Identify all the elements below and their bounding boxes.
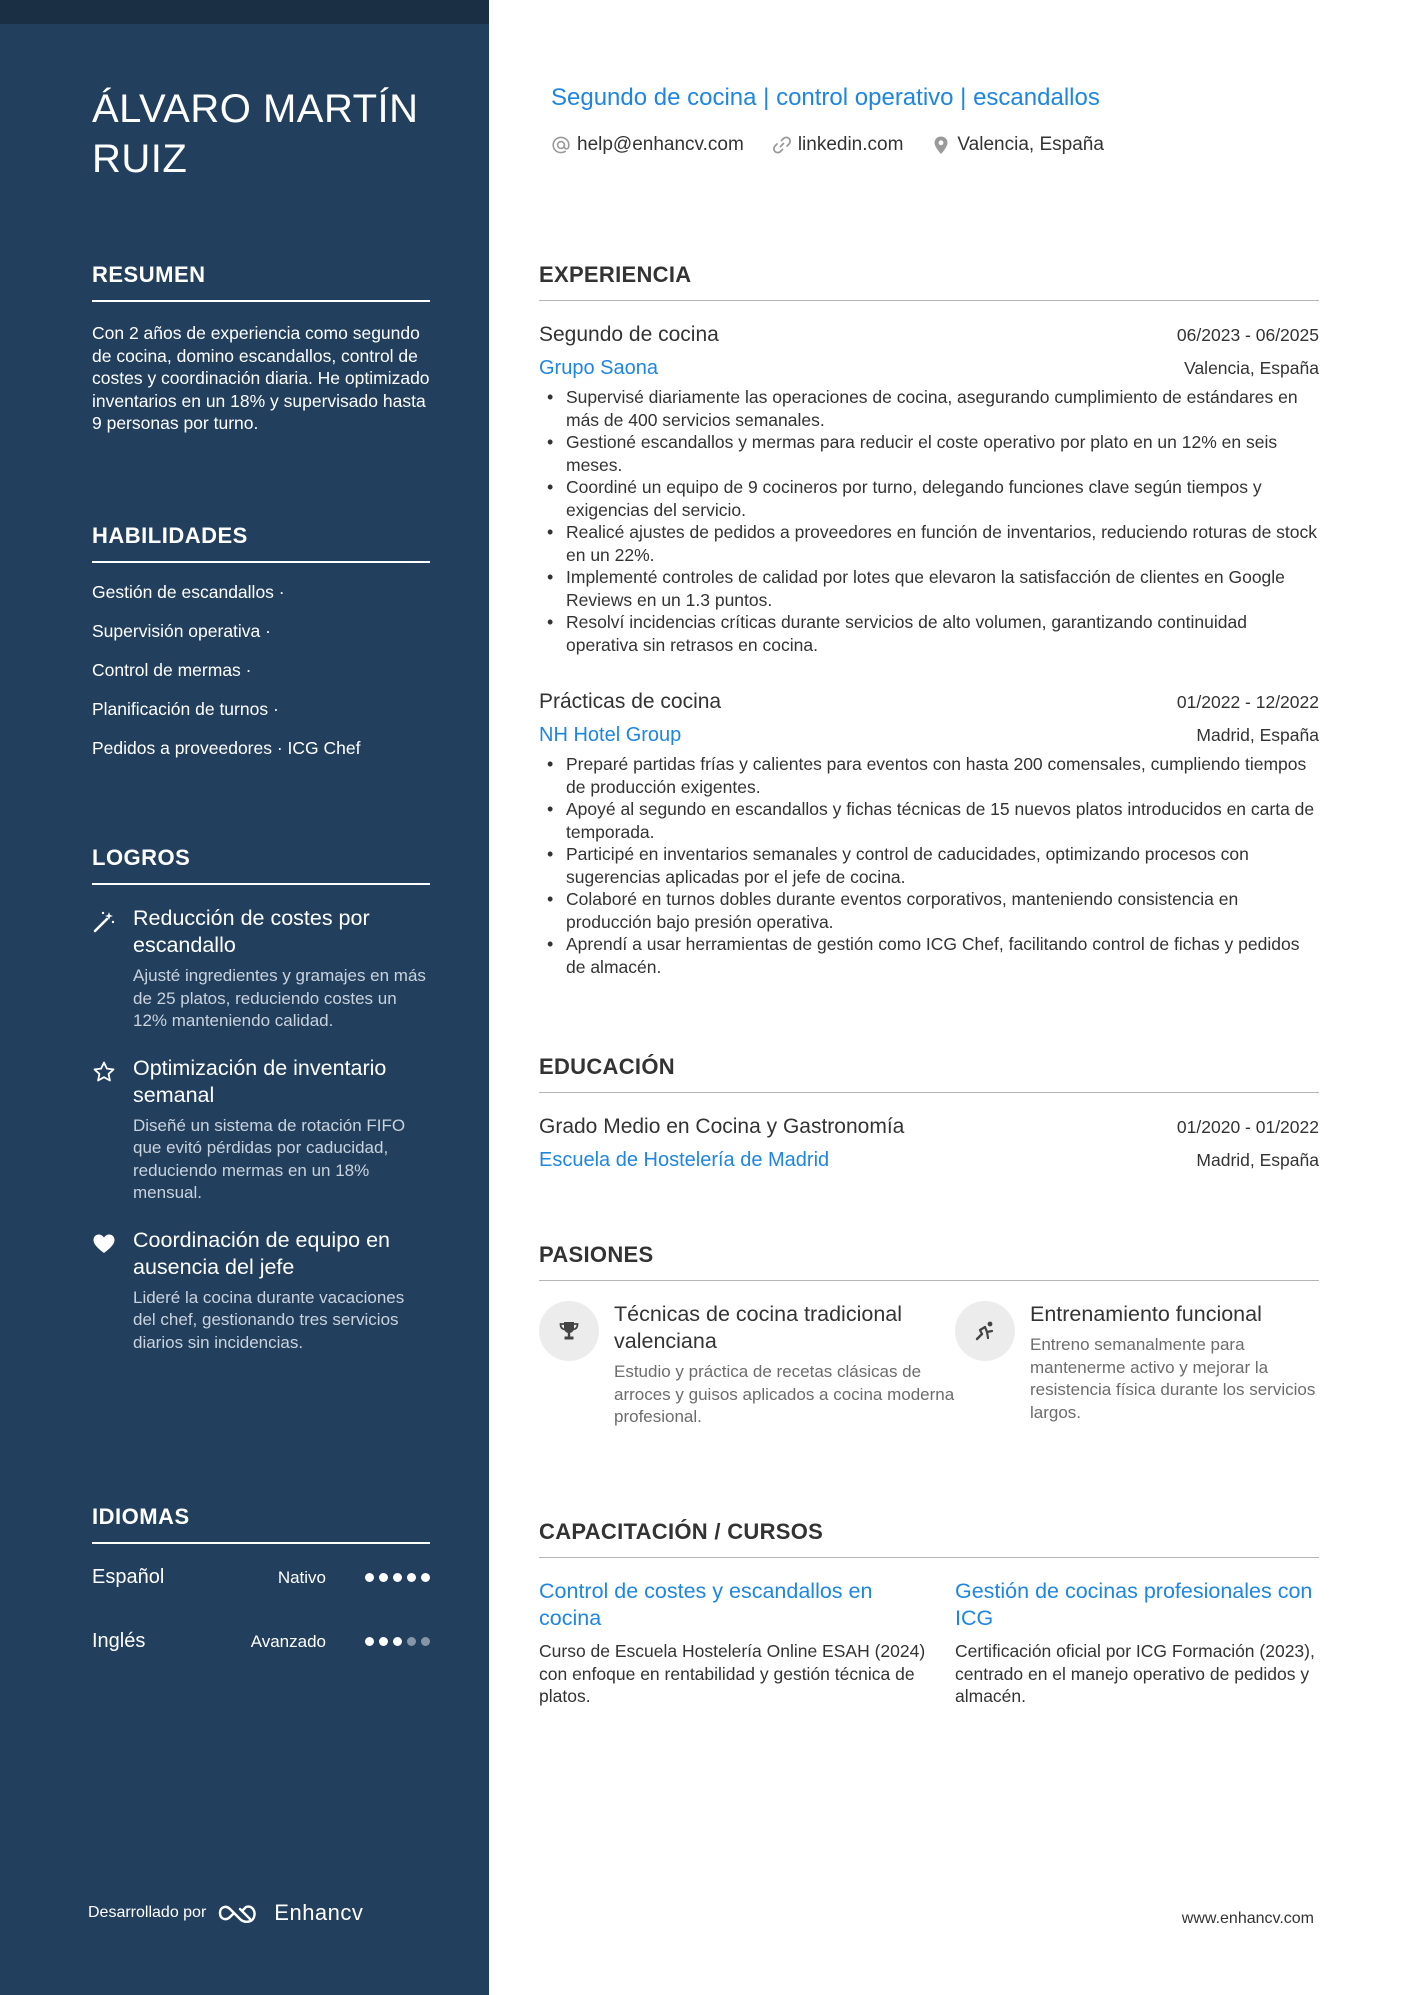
course-description: Curso de Escuela Hostelería Online ESAH (2024) con enfoque en rentabilidad y gestión técnica de platos. <box>539 1641 926 1706</box>
experience-entry <box>539 690 1319 978</box>
contact-linkedin[interactable] <box>772 134 904 156</box>
rating-dot-filled <box>379 1573 388 1582</box>
achievement-item <box>92 905 430 1033</box>
achievement-title: Optimización de inventario semanal <box>133 1055 387 1107</box>
job-dates: 06/2023 - 06/2025 <box>1176 325 1319 345</box>
achievement-item <box>92 1055 430 1205</box>
rating-dot-empty <box>421 1637 430 1646</box>
language-name: Inglés <box>92 1630 146 1652</box>
education-location: Madrid, España <box>1196 1150 1319 1170</box>
passion-item <box>955 1301 1319 1429</box>
bullet-item: • Gestioné escandallos y mermas para reducir el coste operativo por plato en un 12% en seis meses. <box>566 431 1319 476</box>
degree-title: Grado Medio en Cocina y Gastronomía <box>539 1115 905 1138</box>
brand-by-label: Desarrollado por <box>88 1904 207 1921</box>
summary-heading: RESUMEN <box>92 262 430 302</box>
at-icon <box>551 135 571 155</box>
bullet-item: • Colaboré en turnos dobles durante eventos corporativos, manteniendo consistencia en producción bajo presión operativa. <box>566 888 1319 933</box>
language-row <box>92 1564 430 1628</box>
skill-item: Supervisión operativa · <box>92 621 271 641</box>
job-location: Madrid, España <box>1196 725 1319 745</box>
contact-location-text: Valencia, España <box>957 134 1104 155</box>
achievements-heading: LOGROS <box>92 845 430 885</box>
skill-item: Pedidos a proveedores · ICG Chef <box>92 738 361 758</box>
bullet-item: • Resolví incidencias críticas durante servicios de alto volumen, garantizando continuidad operativa sin retrasos en cocina. <box>566 611 1319 656</box>
summary-text: Con 2 años de experiencia como segundo de cocina, domino escandallos, control de costes y coordinación diaria. He optimizado inventarios en un 18% y supervisado hasta 9 personas por turno. <box>92 323 430 433</box>
achievement-title: Reducción de costes por escandallo <box>133 906 370 957</box>
experience-entry <box>539 323 1319 656</box>
bullet-item: • Supervisé diariamente las operaciones de cocina, asegurando cumplimiento de estándares en más de 400 servicios semanales. <box>566 386 1319 431</box>
brand-footer <box>88 1900 363 1926</box>
job-dates: 01/2022 - 12/2022 <box>1176 692 1319 712</box>
bullet-item: • Implementé controles de calidad por lotes que elevaron la satisfacción de clientes en Google Reviews en un 1.3 puntos. <box>566 566 1319 611</box>
enhancv-logo-icon <box>216 1901 264 1925</box>
contact-location <box>931 134 1103 156</box>
education-heading: EDUCACIÓN <box>539 1054 1319 1093</box>
training-heading: CAPACITACIÓN / CURSOS <box>539 1519 1319 1558</box>
passions-grid <box>539 1301 1319 1429</box>
passion-item <box>539 1301 955 1429</box>
course-title: Control de costes y escandallos en cocina <box>539 1579 873 1630</box>
job-bullets <box>539 386 1319 656</box>
languages-heading: IDIOMAS <box>92 1504 430 1544</box>
language-rating <box>365 1573 430 1582</box>
job-title: Segundo de cocina <box>539 323 719 346</box>
education-entry <box>539 1115 1319 1172</box>
star-icon <box>92 1060 116 1084</box>
link-icon <box>772 135 792 155</box>
experience-section <box>539 262 1319 978</box>
rating-dot-filled <box>421 1573 430 1582</box>
rating-dot-filled <box>379 1637 388 1646</box>
footer-url[interactable]: www.enhancv.com <box>1181 1910 1314 1927</box>
language-name: Español <box>92 1566 165 1588</box>
language-row <box>92 1628 430 1692</box>
summary-section <box>92 262 430 435</box>
education-section <box>539 1054 1319 1172</box>
sidebar-top-bar <box>0 0 489 24</box>
job-bullets <box>539 753 1319 978</box>
passion-icon-circle <box>955 1301 1015 1361</box>
rating-dot-filled <box>393 1637 402 1646</box>
course-title: Gestión de cocinas profesionales con ICG <box>955 1579 1313 1630</box>
passions-heading: PASIONES <box>539 1242 1319 1281</box>
brand-logo-text: Enhancv <box>274 1900 364 1925</box>
passion-title: Entrenamiento funcional <box>1030 1302 1262 1326</box>
rating-dot-filled <box>365 1637 374 1646</box>
achievement-title: Coordinación de equipo en ausencia del jefe <box>133 1227 391 1279</box>
bullet-item: • Coordiné un equipo de 9 cocineros por turno, delegando funciones clave según tiempos y exigencias del servicio. <box>566 476 1319 521</box>
bullet-item: • Preparé partidas frías y calientes para eventos con hasta 200 comensales, cumpliendo tiempos de producción exigentes. <box>566 753 1319 798</box>
achievement-description: Lideré la cocina durante vacaciones del chef, gestionando tres servicios diarios sin incidencias. <box>133 1287 405 1352</box>
school-name: Escuela de Hostelería de Madrid <box>539 1149 830 1171</box>
languages-section <box>92 1504 430 1692</box>
passion-title: Técnicas de cocina tradicional valenciana <box>614 1302 903 1353</box>
rating-dot-empty <box>407 1637 416 1646</box>
bullet-item: • Aprendí a usar herramientas de gestión como ICG Chef, facilitando control de fichas y pedidos de almacén. <box>566 933 1319 978</box>
job-location: Valencia, España <box>1184 358 1319 378</box>
map-pin-icon <box>931 135 951 155</box>
achievement-item <box>92 1227 430 1355</box>
rating-dot-filled <box>407 1573 416 1582</box>
contact-linkedin-text: linkedin.com <box>797 134 904 155</box>
language-level: Avanzado <box>250 1632 326 1651</box>
bullet-item: • Apoyé al segundo en escandallos y fichas técnicas de 15 nuevos platos introducidos en carta de temporada. <box>566 798 1319 843</box>
language-rating <box>365 1637 430 1646</box>
passion-description: Estudio y práctica de recetas clásicas de arroces y guisos aplicados a cocina moderna profesional. <box>614 1362 955 1426</box>
bullet-item: • Realicé ajustes de pedidos a proveedores en función de inventarios, reduciendo roturas de stock en un 22%. <box>566 521 1319 566</box>
course-description: Certificación oficial por ICG Formación (2023), centrado en el manejo operativo de pedidos y almacén. <box>955 1641 1315 1706</box>
contact-email-text: help@enhancv.com <box>577 134 744 155</box>
headline: Segundo de cocina | control operativo | escandallos <box>551 84 1100 111</box>
training-item <box>955 1578 1319 1708</box>
training-grid <box>539 1578 1319 1708</box>
sidebar <box>0 0 489 1995</box>
experience-heading: EXPERIENCIA <box>539 262 1319 301</box>
passion-description: Entreno semanalmente para mantenerme activo y mejorar la resistencia física durante los servicios largos. <box>1030 1335 1316 1422</box>
fitness-icon <box>973 1319 997 1343</box>
contact-email[interactable] <box>551 134 744 156</box>
education-dates: 01/2020 - 01/2022 <box>1176 1117 1319 1137</box>
candidate-name: ÁLVARO MARTÍN RUIZ <box>92 87 419 181</box>
training-item <box>539 1578 955 1708</box>
company-name: Grupo Saona <box>539 357 658 379</box>
rating-dot-filled <box>393 1573 402 1582</box>
bullet-item: • Participé en inventarios semanales y control de caducidades, optimizando procesos con sugerencias aplicadas por el jefe de cocina. <box>566 843 1319 888</box>
achievements-section <box>92 845 430 1354</box>
contact-bar <box>551 134 1104 156</box>
skill-item: Control de mermas · <box>92 660 252 680</box>
passion-icon-circle <box>539 1301 599 1361</box>
skills-list <box>92 581 430 776</box>
magic-wand-icon <box>92 910 116 934</box>
job-title: Prácticas de cocina <box>539 690 722 713</box>
skills-section <box>92 523 430 776</box>
training-section <box>539 1519 1319 1708</box>
rating-dot-filled <box>365 1573 374 1582</box>
company-name: NH Hotel Group <box>539 724 682 746</box>
passions-section <box>539 1242 1319 1429</box>
trophy-icon <box>557 1319 581 1343</box>
achievement-description: Ajusté ingredientes y gramajes en más de 25 platos, reduciendo costes un 12% manteniendo calidad. <box>133 966 426 1030</box>
achievement-description: Diseñé un sistema de rotación FIFO que evitó pérdidas por caducidad, reduciendo mermas en un 18% mensual. <box>133 1115 406 1202</box>
skills-heading: HABILIDADES <box>92 523 430 563</box>
language-level: Nativo <box>277 1568 326 1587</box>
skill-item: Planificación de turnos · <box>92 699 279 719</box>
heart-icon <box>92 1232 116 1256</box>
skill-item: Gestión de escandallos · <box>92 582 285 602</box>
